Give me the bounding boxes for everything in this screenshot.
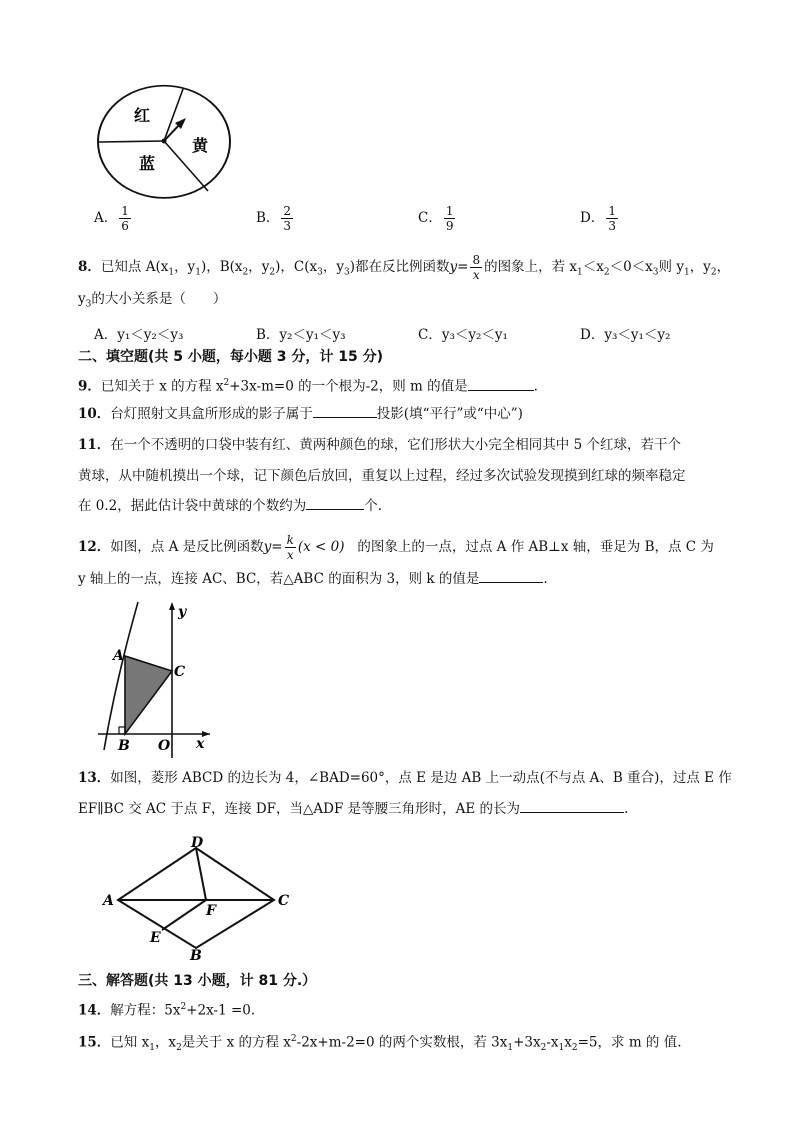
q8-line2: $y_3$的大小关系是（ ）: [78, 291, 227, 310]
q13-label-b: B: [190, 948, 202, 960]
q12-label-y: y: [178, 604, 187, 620]
q7-option-a: A． $\frac{1}{6}$: [94, 204, 129, 233]
q12-label-c: C: [174, 664, 186, 680]
q14: 14．解方程：$5x^2+2x-1 =0$.: [78, 1002, 256, 1019]
q13-line2: EF∥BC 交 AC 于点 F，连接 DF，当△ADF 是等腰三角形时，AE 的长为 .: [78, 801, 629, 817]
spinner-label-yellow: 黄: [192, 136, 209, 155]
q13-figure: [100, 834, 300, 960]
q13-label-f: F: [206, 903, 216, 919]
q11-line1: 11．在一个不透明的口袋中装有红、黄两种颜色的球，它们形状大小完全相同其中 5 个红球，若干个: [78, 437, 681, 453]
q12-label-a: A: [113, 648, 124, 664]
q12-figure: [98, 600, 218, 760]
q8-option-b: B．y₂＜y₁＜y₃: [256, 327, 346, 343]
q12-label-o: O: [158, 738, 171, 754]
q13-label-e: E: [150, 930, 161, 946]
q7-option-d: D． $\frac{1}{3}$: [580, 204, 616, 233]
q7-option-c: C． $\frac{1}{9}$: [418, 204, 454, 233]
section2-title: 二、填空题(共 5 小题，每小题 3 分，计 15 分): [78, 349, 384, 365]
q7-option-b: B． $\frac{2}{3}$: [256, 204, 292, 233]
q12-label-b: B: [118, 738, 130, 754]
spinner-label-blue: 蓝: [139, 154, 156, 173]
spinner-label-red: 红: [134, 106, 151, 125]
q8-line1: 8．已知点 $A(x_1$，$y_1$)，$B(x_2$，$y_2$)，$C(x_3$，$y_3$)都在反比例函数y= $\frac{8}{x}$ 的图象上，若 $x_1<x_2<0<x_3$则 $y_1$，$y_2$，: [78, 253, 731, 282]
q13-label-c: C: [278, 893, 290, 909]
q9: 9．已知关于 x 的方程 $x^2+3x-m=0$ 的一个根为-2，则 m 的值是 .: [78, 378, 538, 395]
q13-line1: 13．如图，菱形 ABCD 的边长为 4，∠BAD=60°，点 E 是边 AB 上一动点(不与点 A、B 重合)，过点 E 作: [78, 770, 732, 786]
q11-line3: 在 0.2，据此估计袋中黄球的个数约为 个.: [78, 498, 383, 514]
q11-line2: 黄球，从中随机摸出一个球，记下颜色后放回，重复以上过程，经过多次试验发现摸到红球的频率稳定: [78, 468, 686, 484]
q8-option-d: D．y₃＜y₁＜y₂: [580, 327, 671, 343]
q12-label-x: x: [196, 736, 205, 752]
q12-line1: 12．如图，点 A 是反比例函数y= $\frac{k}{x}$ (x < 0) 的图象上的一点，过点 A 作 AB⊥x 轴，垂足为 B，点 C 为: [78, 533, 714, 562]
q8-option-c: C．y₃＜y₂＜y₁: [418, 327, 508, 343]
q13-label-a: A: [103, 893, 114, 909]
q12-line2: y 轴上的一点，连接 AC、BC，若△ABC 的面积为 3，则 k 的值是 .: [78, 571, 548, 587]
q15: 15．已知 $x_1$，$x_2$是关于 x 的方程 $x^2-2x+m-2=0$ 的两个实数根，若 $3x_1+3x_2-x_1x_2=5$，求 m 的 值.: [78, 1034, 682, 1054]
section3-title: 三、解答题(共 13 小题，计 81 分.）: [78, 973, 317, 989]
q13-label-d: D: [191, 835, 204, 851]
q8-option-a: A．y₁＜y₂＜y₃: [94, 327, 184, 343]
q10: 10．台灯照射文具盒所形成的影子属于 投影(填“平行”或“中心”): [78, 406, 523, 422]
spinner-figure: [94, 84, 234, 204]
